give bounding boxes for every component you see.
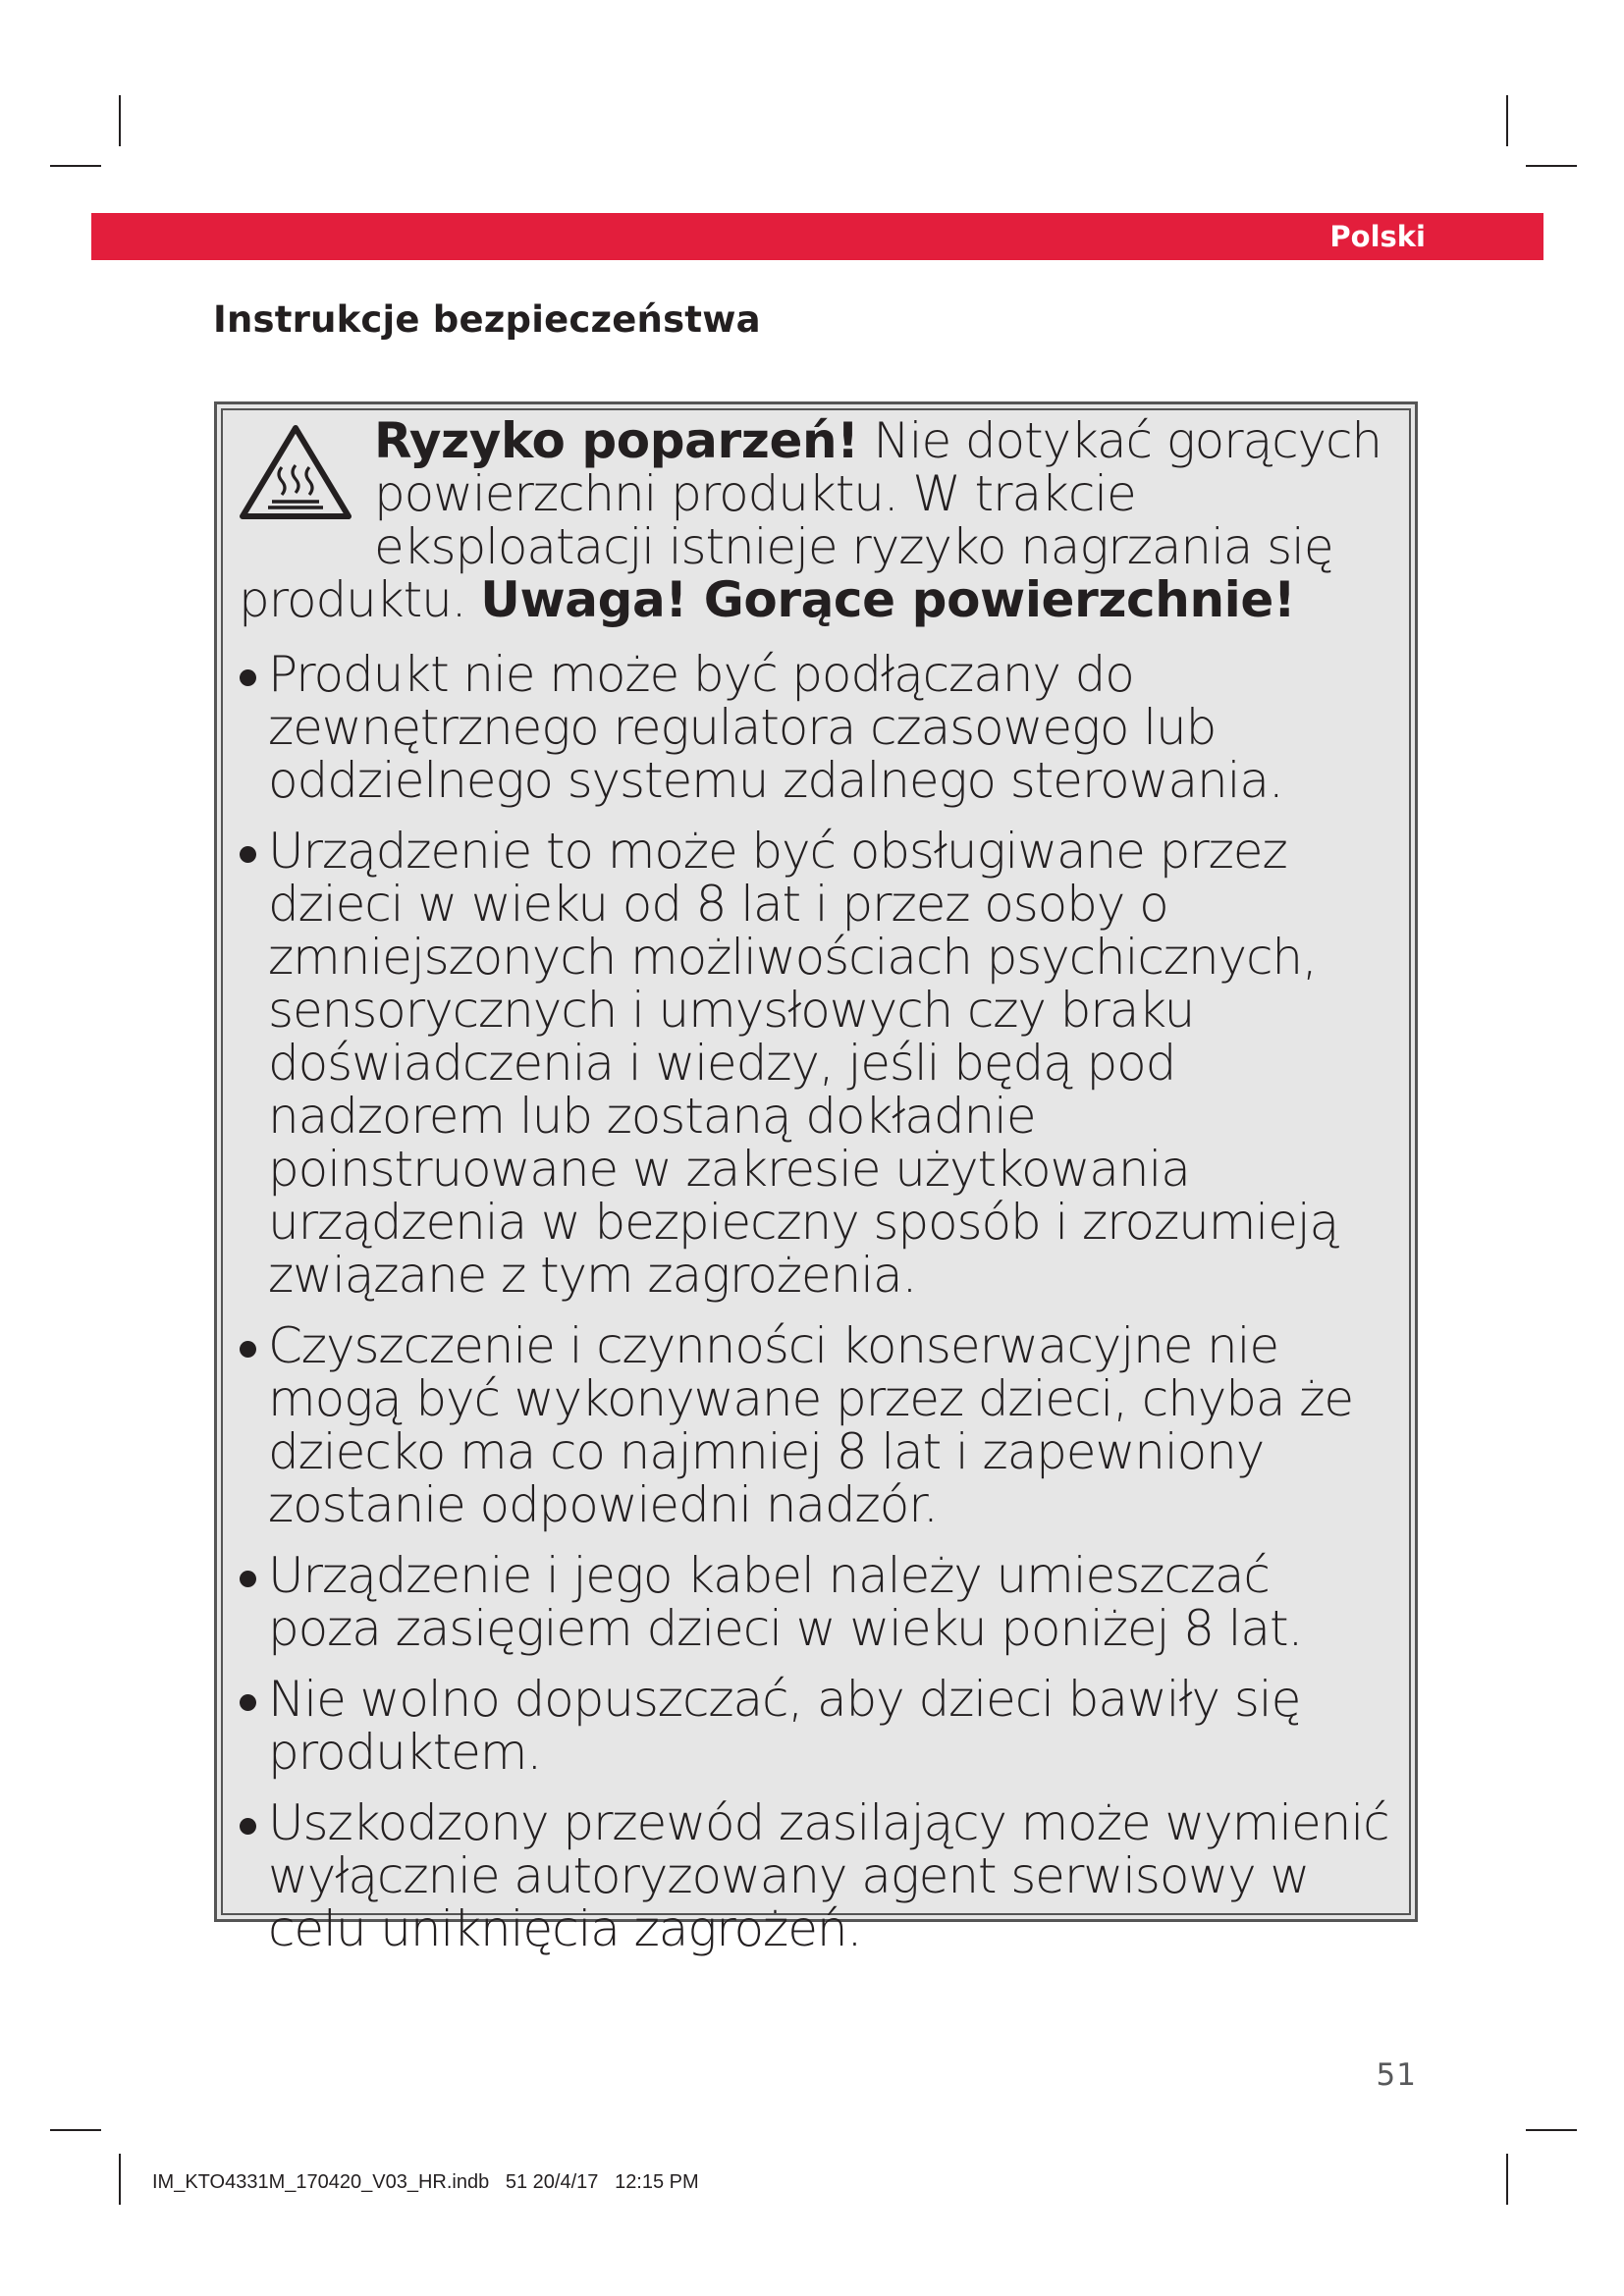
list-item [239, 825, 1393, 1302]
list-item [239, 648, 1393, 807]
bullet-icon [240, 669, 256, 686]
list-item [239, 1673, 1393, 1779]
bullet-icon [240, 1694, 256, 1711]
hot-surface-warning-icon [237, 422, 354, 522]
list-item-text: Produkt nie może być podłączany do zewnętrznego regulatora czasowego lub oddzielnego systemu zdalnego sterowania. [268, 646, 1283, 809]
print-slug: IM_KTO4331M_170420_V03_HR.indb 51 20/4/17 12:15 PM [152, 2171, 699, 2193]
warning-intro [239, 414, 1393, 626]
safety-warning-box [214, 401, 1418, 1957]
list-item-text: Nie wolno dopuszczać, aby dzieci bawiły się produktem. [268, 1671, 1301, 1781]
list-item [239, 1796, 1393, 1955]
list-item-text: Uszkodzony przewód zasilający może wymienić wyłącznie autoryzowany agent serwisowy w celu uniknięcia zagrożeń. [268, 1794, 1389, 1957]
warning-alert: Uwaga! Gorące powierzchnie! [480, 571, 1296, 628]
warning-bullet-list [239, 648, 1393, 1955]
crop-mark-bottom-right-vertical [1506, 2154, 1508, 2205]
language-header-bar [91, 213, 1543, 260]
crop-mark-bottom-right-horizontal [1526, 2129, 1577, 2131]
crop-mark-bottom-left-vertical [119, 2154, 121, 2205]
page-number: 51 [1376, 2057, 1417, 2093]
warning-text: Nie dotykać gorących powierzchni produktu. W trakcie eksploatacji istnieje ryzyko nagrzania się produktu. [239, 412, 1381, 628]
list-item-text: Urządzenie i jego kabel należy umieszczać poza zasięgiem dzieci w wieku poniżej 8 lat. [268, 1547, 1303, 1657]
warning-heading: Ryzyko poparzeń! [374, 412, 859, 469]
crop-mark-bottom-left-horizontal [50, 2129, 101, 2131]
list-item [239, 1549, 1393, 1655]
crop-mark-top-right-vertical [1506, 95, 1508, 146]
crop-mark-top-right-horizontal [1526, 165, 1577, 167]
bullet-icon [240, 1571, 256, 1587]
crop-mark-top-left-horizontal [50, 165, 101, 167]
language-label: Polski [1329, 220, 1426, 253]
list-item [239, 1319, 1393, 1531]
bullet-icon [240, 1818, 256, 1835]
section-title: Instrukcje bezpieczeństwa [213, 298, 761, 341]
list-item-text: Czyszczenie i czynności konserwacyjne nie mogą być wykonywane przez dzieci, chyba że dziecko ma co najmniej 8 lat i zapewniony zostanie odpowiedni nadzór. [268, 1317, 1354, 1533]
crop-mark-top-left-vertical [119, 95, 121, 146]
list-item-text: Urządzenie to może być obsługiwane przez dzieci w wieku od 8 lat i przez osoby o zmniejszonych możliwościach psychicznych, sensorycznych i umysłowych czy braku doświadczenia i wiedzy, jeśli będą pod nadzorem lub zostaną dokładnie poinstruowane w zakresie użytkowania urządzenia w bezpieczny sposób i zrozumieją związane z tym zagrożenia. [268, 823, 1339, 1304]
bullet-icon [240, 846, 256, 863]
bullet-icon [240, 1341, 256, 1358]
